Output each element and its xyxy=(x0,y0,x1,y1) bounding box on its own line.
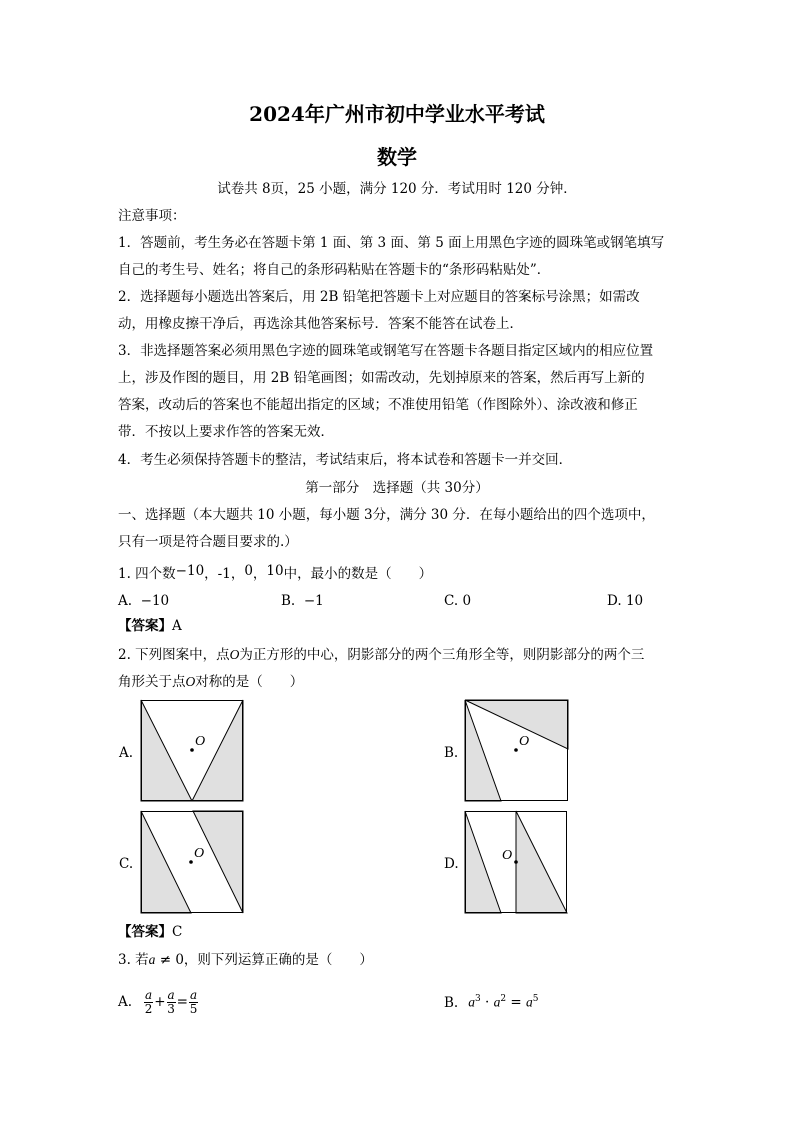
q1-option-d: D. 10 xyxy=(607,593,644,609)
center-label: O xyxy=(502,848,513,863)
shaded-triangle xyxy=(141,811,191,913)
fraction: $\frac{a}{3}$ xyxy=(167,987,175,1016)
shaded-triangle xyxy=(465,811,501,913)
center-label: O xyxy=(195,734,206,749)
notice-item-3-line-1: 3．非选择题答案必须用黑色字迹的圆珠笔或钢笔写在答题卡各题目指定区域内的相应位置 xyxy=(118,343,654,359)
section-intro-line-2: 只有一项是符合题目要求的.） xyxy=(118,534,298,550)
q1-number-1: −10 xyxy=(175,563,205,579)
q1-number-3: 0 xyxy=(244,563,253,579)
q2-stem-line-2: 角形关于点O对称的是（ ） xyxy=(118,674,304,690)
exam-title: 2024年广州市初中学业水平考试 xyxy=(249,102,545,126)
q1-separator-1: ，-1， xyxy=(204,566,245,582)
notice-item-3-line-3: 答案，改动后的答案也不能超出指定的区域；不准使用铅笔（作图除外）、涂改液和修正 xyxy=(118,397,638,413)
shaded-triangle xyxy=(516,811,567,913)
notice-item-3-line-2: 上，涉及作图的题目，用 2B 铅笔画图；如需改动，先划掉原来的答案，然后再写上新的 xyxy=(118,370,645,386)
shaded-triangle xyxy=(465,700,501,801)
q3-option-b: B. $a^3 \cdot a^2 = a^5$ xyxy=(444,994,539,1011)
q2-figure-b xyxy=(465,700,568,801)
q2-stem-line-1: 2. 下列图案中，点O为正方形的中心，阴影部分的两个三角形全等，则阴影部分的两个三 xyxy=(118,647,645,663)
q1-separator-2: ， xyxy=(252,566,267,582)
notice-heading: 注意事项： xyxy=(118,208,186,224)
shaded-triangle xyxy=(141,700,192,801)
q3-option-b-label: B. xyxy=(444,994,459,1011)
notice-item-1-line-2: 自己的考生号、姓名；将自己的条形码粘贴在答题卡的“条形码粘贴处”． xyxy=(118,262,551,278)
q2-point-label: O xyxy=(229,647,240,662)
section-title: 第一部分 选择题（共 30分） xyxy=(305,480,489,496)
q2-option-d-label: D. xyxy=(444,856,459,872)
subject-title: 数学 xyxy=(377,145,417,169)
q2-figure-a xyxy=(141,700,243,801)
q3-stem: 3. 若a ≠ 0，则下列运算正确的是（ ） xyxy=(118,952,373,968)
q2-figure-c xyxy=(141,811,243,913)
section-intro-line-1: 一、选择题（本大题共 10 小题，每小题 3分，满分 30 分．在每小题给出的四个选项中， xyxy=(118,507,655,523)
q1-answer: 【答案】A xyxy=(118,618,182,634)
q3-option-a: A. $\frac{a}{2}$ + $\frac{a}{3}$ = $\frac{a}{5}$ xyxy=(118,987,198,1016)
center-point xyxy=(190,748,194,752)
center-label: O xyxy=(519,734,530,749)
q2-option-c-label: C. xyxy=(119,856,134,872)
fraction: $\frac{a}{2}$ xyxy=(144,987,153,1016)
q1-prefix: 1. 四个数 xyxy=(118,566,176,582)
notice-item-1-line-1: 1．答题前，考生务必在答题卡第 1 面、第 3 面、第 5 面上用黑色字迹的圆珠笔或钢笔填写 xyxy=(118,235,665,251)
exam-info: 试卷共 8页，25 小题，满分 120 分．考试用时 120 分钟． xyxy=(217,181,577,197)
q1-number-4: 10 xyxy=(266,563,284,579)
q1-option-c: C. 0 xyxy=(444,593,472,609)
q3-option-a-label: A. xyxy=(118,994,133,1010)
notice-item-4-line-1: 4．考生必须保持答题卡的整洁，考试结束后，将本试卷和答题卡一并交回． xyxy=(118,452,573,468)
q1-stem xyxy=(118,565,432,583)
q2-figure-d xyxy=(465,811,567,913)
fraction: $\frac{a}{5}$ xyxy=(189,987,198,1016)
shaded-triangle xyxy=(193,811,243,913)
center-point xyxy=(514,860,518,864)
notice-item-2-line-1: 2．选择题每小题选出答案后，用 2B 铅笔把答题卡上对应题目的答案标号涂黑；如需改 xyxy=(118,289,640,305)
notice-item-3-line-4: 带．不按以上要求作答的答案无效． xyxy=(118,424,334,440)
q1-suffix: 中，最小的数是（ ） xyxy=(283,566,433,582)
q1-option-a: A. −10 xyxy=(118,593,170,609)
shaded-triangle xyxy=(192,700,243,801)
center-label: O xyxy=(194,846,205,861)
q1-option-b: B. −1 xyxy=(281,593,324,609)
q2-option-b-label: B. xyxy=(444,745,459,761)
center-point xyxy=(189,860,193,864)
q2-answer: 【答案】C xyxy=(118,924,183,940)
q2-option-a-label: A. xyxy=(119,745,134,761)
shaded-triangle xyxy=(465,700,568,749)
center-point xyxy=(514,748,518,752)
notice-item-2-line-2: 动，用橡皮擦干净后，再选涂其他答案标号．答案不能答在试卷上． xyxy=(118,316,523,332)
